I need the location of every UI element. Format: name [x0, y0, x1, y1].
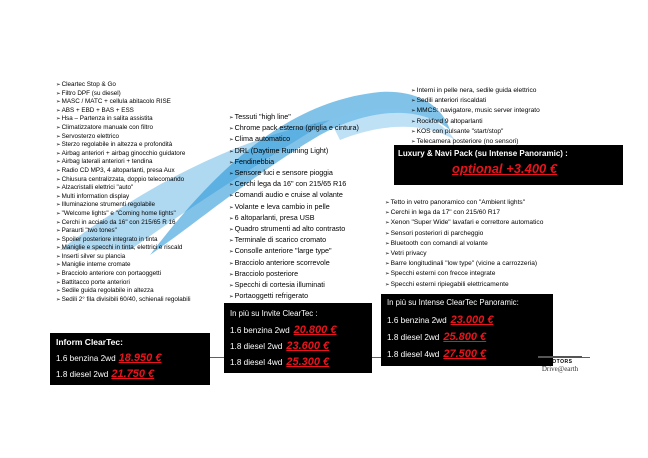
feature-item: ➢ Servosterzo elettrico	[56, 133, 190, 142]
feature-item: ➢ Volante e leva cambio in pelle	[229, 202, 359, 213]
feature-item: ➢ ABS + EBD + BAS + ESS	[56, 107, 190, 116]
price-row	[230, 356, 329, 368]
price-row	[387, 348, 486, 360]
feature-item: ➢ Quadro strumenti ad alto contrasto	[229, 224, 359, 235]
price-row	[230, 340, 329, 352]
price-row	[56, 368, 154, 380]
price-row	[387, 331, 486, 343]
feature-item: ➢ Xenon "Super Wide" lavafari e correttore automatico	[385, 218, 543, 228]
feature-item: ➢ Cerchi in lega da 17" con 215/60 R17	[385, 208, 543, 218]
feature-item: ➢ Illuminazione strumenti regolabile	[56, 201, 190, 210]
price-row	[387, 314, 493, 326]
feature-item: ➢ Multi information display	[56, 193, 190, 202]
feature-item: ➢ Sedile guida regolabile in altezza	[56, 287, 190, 296]
feature-item: ➢ Cerchi in acciaio da 16" con 215/65 R 16	[56, 219, 190, 228]
feature-item: ➢ Airbag laterali anteriori + tendina	[56, 158, 190, 167]
engine-label: 1.6 benzina 2wd	[56, 354, 116, 363]
feature-item: ➢ Alzacristalli elettrici "auto"	[56, 184, 190, 193]
feature-item: ➢ Climatizzatore manuale con filtro	[56, 124, 190, 133]
luxury-pack-features-list	[411, 86, 540, 147]
engine-label: 1.6 benzina 2wd	[230, 326, 290, 335]
logo-bar	[538, 356, 582, 358]
price-value: 18.950 €	[118, 352, 162, 364]
feature-item: ➢ Sedili 2° fila divisibili 60/40, schienali regolabili	[56, 296, 190, 305]
feature-item: ➢ Tetto in vetro panoramico con "Ambient lights"	[385, 198, 543, 208]
price-value: 25.800 €	[443, 331, 487, 343]
feature-item: ➢ Telecamera posteriore (no sensori)	[411, 137, 540, 147]
feature-item: ➢ Sedili anteriori riscaldati	[411, 96, 540, 106]
feature-item: ➢ Battitacco porte anteriori	[56, 279, 190, 288]
price-box-title: Inform ClearTec:	[56, 337, 123, 347]
price-value: 21.750 €	[111, 368, 155, 380]
feature-item: ➢ KOS con pulsante "start/stop"	[411, 127, 540, 137]
price-value: 27.500 €	[443, 348, 487, 360]
inform-features-list	[56, 81, 190, 304]
feature-item: ➢ Paraurti "two tones"	[56, 227, 190, 236]
feature-item: ➢ Hsa – Partenza in salita assistita	[56, 115, 190, 124]
feature-item: ➢ Maniglie interne cromate	[56, 261, 190, 270]
feature-item: ➢ Clima automatico	[229, 134, 359, 145]
feature-item: ➢ Airbag anteriori + airbag ginocchio guidatore	[56, 150, 190, 159]
feature-item: ➢ Comandi audio e cruise al volante	[229, 190, 359, 201]
pack-optional-price: optional +3.400 €	[452, 161, 558, 176]
feature-item: ➢ DRL (Daytime Running Light)	[229, 146, 359, 157]
feature-item: ➢ "Welcome lights" e "Coming home lights"	[56, 210, 190, 219]
feature-item: ➢ MMCS: navigatore, music server integrato	[411, 106, 540, 116]
logo-brand: MOTORS	[547, 359, 573, 365]
feature-item: ➢ Cleartec Stop & Go	[56, 81, 190, 90]
feature-item: ➢ Sterzo regolabile in altezza e profondità	[56, 141, 190, 150]
feature-item: ➢ MASC / MATC + cellula abitacolo RISE	[56, 98, 190, 107]
feature-item: ➢ Barre longitudinali "low type" (vicine a carrozzeria)	[385, 259, 543, 269]
feature-item: ➢ Portaoggetti refrigerato	[229, 291, 359, 302]
intense-price-box	[381, 294, 553, 366]
inform-price-box	[50, 333, 210, 385]
feature-item: ➢ Sensori posteriori di parcheggio	[385, 229, 543, 239]
feature-item: ➢ Consolle anteriore "large type"	[229, 246, 359, 257]
price-row	[230, 324, 336, 336]
feature-item: ➢ Specchi di cortesia illuminati	[229, 280, 359, 291]
feature-item: ➢ Terminale di scarico cromato	[229, 235, 359, 246]
feature-item: ➢ Bluetooth con comandi al volante	[385, 239, 543, 249]
luxury-navi-pack-box	[394, 145, 623, 185]
price-value: 20.800 €	[293, 324, 337, 336]
feature-item: ➢ Interni in pelle nera, sedile guida elettrico	[411, 86, 540, 96]
price-box-title: In più su Intense ClearTec Panoramic:	[387, 298, 519, 307]
invite-price-box	[224, 303, 372, 373]
feature-item: ➢ Bracciolo posteriore	[229, 269, 359, 280]
invite-features-list	[229, 112, 359, 302]
feature-item: ➢ Inserti silver su plancia	[56, 253, 190, 262]
price-box-title: In più su Invite ClearTec :	[230, 309, 318, 318]
feature-item: ➢ Bracciolo anteriore con portaoggetti	[56, 270, 190, 279]
price-value: 25.300 €	[286, 356, 330, 368]
feature-item: ➢ Rockford 9 altoparlanti	[411, 117, 540, 127]
feature-item: ➢ Bracciolo anteriore scorrevole	[229, 258, 359, 269]
feature-item: ➢ Tessuti "high line"	[229, 112, 359, 123]
feature-item: ➢ 6 altoparlanti, presa USB	[229, 213, 359, 224]
feature-item: ➢ Specchi esterni con frecce integrate	[385, 269, 543, 279]
feature-item: ➢ Vetri privacy	[385, 249, 543, 259]
engine-label: 1.6 benzina 2wd	[387, 316, 447, 325]
feature-item: ➢ Radio CD MP3, 4 altoparlanti, presa Aux	[56, 167, 190, 176]
feature-item: ➢ Fendinebbia	[229, 157, 359, 168]
price-value: 23.000 €	[450, 314, 494, 326]
feature-item: ➢ Chrome pack esterno (griglia e cintura)	[229, 123, 359, 134]
pack-header: Luxury & Navi Pack (su Intense Panoramic) :	[398, 149, 568, 158]
feature-item: ➢ Filtro DPF (su diesel)	[56, 90, 190, 99]
engine-label: 1.8 diesel 4wd	[230, 358, 283, 367]
feature-item: ➢ Spoiler posteriore integrato in tinta	[56, 236, 190, 245]
engine-label: 1.8 diesel 2wd	[56, 370, 109, 379]
feature-item: ➢ Maniglie e specchi in tinta, elettrici e riscald	[56, 244, 190, 253]
engine-label: 1.8 diesel 2wd	[230, 342, 283, 351]
logo-tagline: Drive@earth	[541, 365, 579, 373]
brand-logo	[530, 356, 590, 373]
feature-item: ➢ Sensore luci e sensore pioggia	[229, 168, 359, 179]
engine-label: 1.8 diesel 2wd	[387, 333, 440, 342]
feature-item: ➢ Specchi esterni ripiegabili elettricamente	[385, 280, 543, 290]
intense-features-list	[385, 198, 543, 290]
engine-label: 1.8 diesel 4wd	[387, 350, 440, 359]
feature-item: ➢ Cerchi lega da 16" con 215/65 R16	[229, 179, 359, 190]
price-value: 23.600 €	[286, 340, 330, 352]
price-row	[56, 352, 161, 364]
feature-item: ➢ Chiusura centralizzata, doppio telecomando	[56, 176, 190, 185]
